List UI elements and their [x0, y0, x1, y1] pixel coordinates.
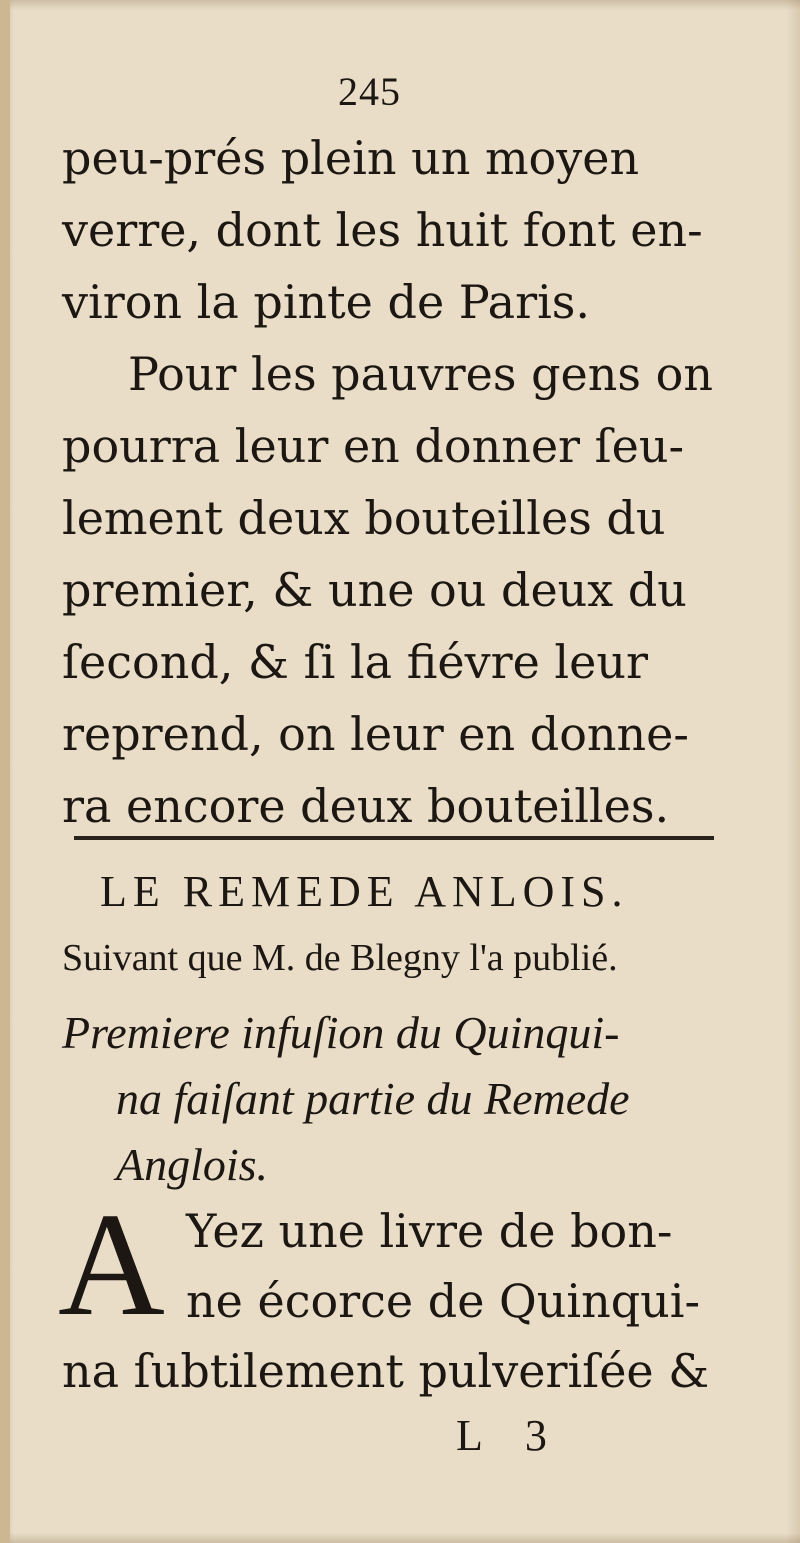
signature-number: 3 — [524, 1411, 549, 1460]
drop-cap-letter: A — [58, 1183, 165, 1347]
text-line: premier, & une ou deux du — [62, 563, 687, 617]
paragraph-dosage — [62, 122, 717, 842]
paragraph-recipe — [62, 1196, 717, 1406]
italic-title-line: Anglois. — [116, 1139, 269, 1190]
text-line: Pour les pauvres gens on — [128, 347, 713, 401]
text-line: peu-prés plein un moyen — [62, 131, 640, 185]
page-number: 245 — [338, 69, 401, 114]
text-line: pourra leur en donner ſeu- — [62, 419, 685, 473]
text-line: ra encore deux bouteilles. — [62, 779, 670, 833]
text-line: Yez une livre de bon- — [186, 1204, 673, 1258]
section-subheading: Suivant que M. de Blegny l'a publié. — [62, 937, 618, 979]
text-line: reprend, on leur en donne- — [62, 707, 689, 761]
signature-letter: L — [456, 1411, 485, 1460]
text-line: viron la pinte de Paris. — [62, 275, 591, 329]
text-line: ne écorce de Quinqui- — [186, 1274, 701, 1328]
text-line: verre, dont les huit font en- — [62, 203, 703, 257]
italic-title — [62, 1000, 630, 1198]
section-heading: LE REMEDE ANLOIS. — [100, 867, 629, 916]
italic-title-line: na faiſant partie du Remede — [116, 1073, 630, 1124]
text-line: lement deux bouteilles du — [62, 491, 666, 545]
text-line: na ſubtilement pulveriſée & — [62, 1344, 710, 1398]
section-divider — [74, 836, 714, 840]
signature-mark — [456, 1410, 549, 1461]
text-line: ſecond, & ſi la fiévre leur — [62, 635, 648, 689]
italic-title-line: Premiere infuſion du Quinqui- — [62, 1007, 620, 1058]
